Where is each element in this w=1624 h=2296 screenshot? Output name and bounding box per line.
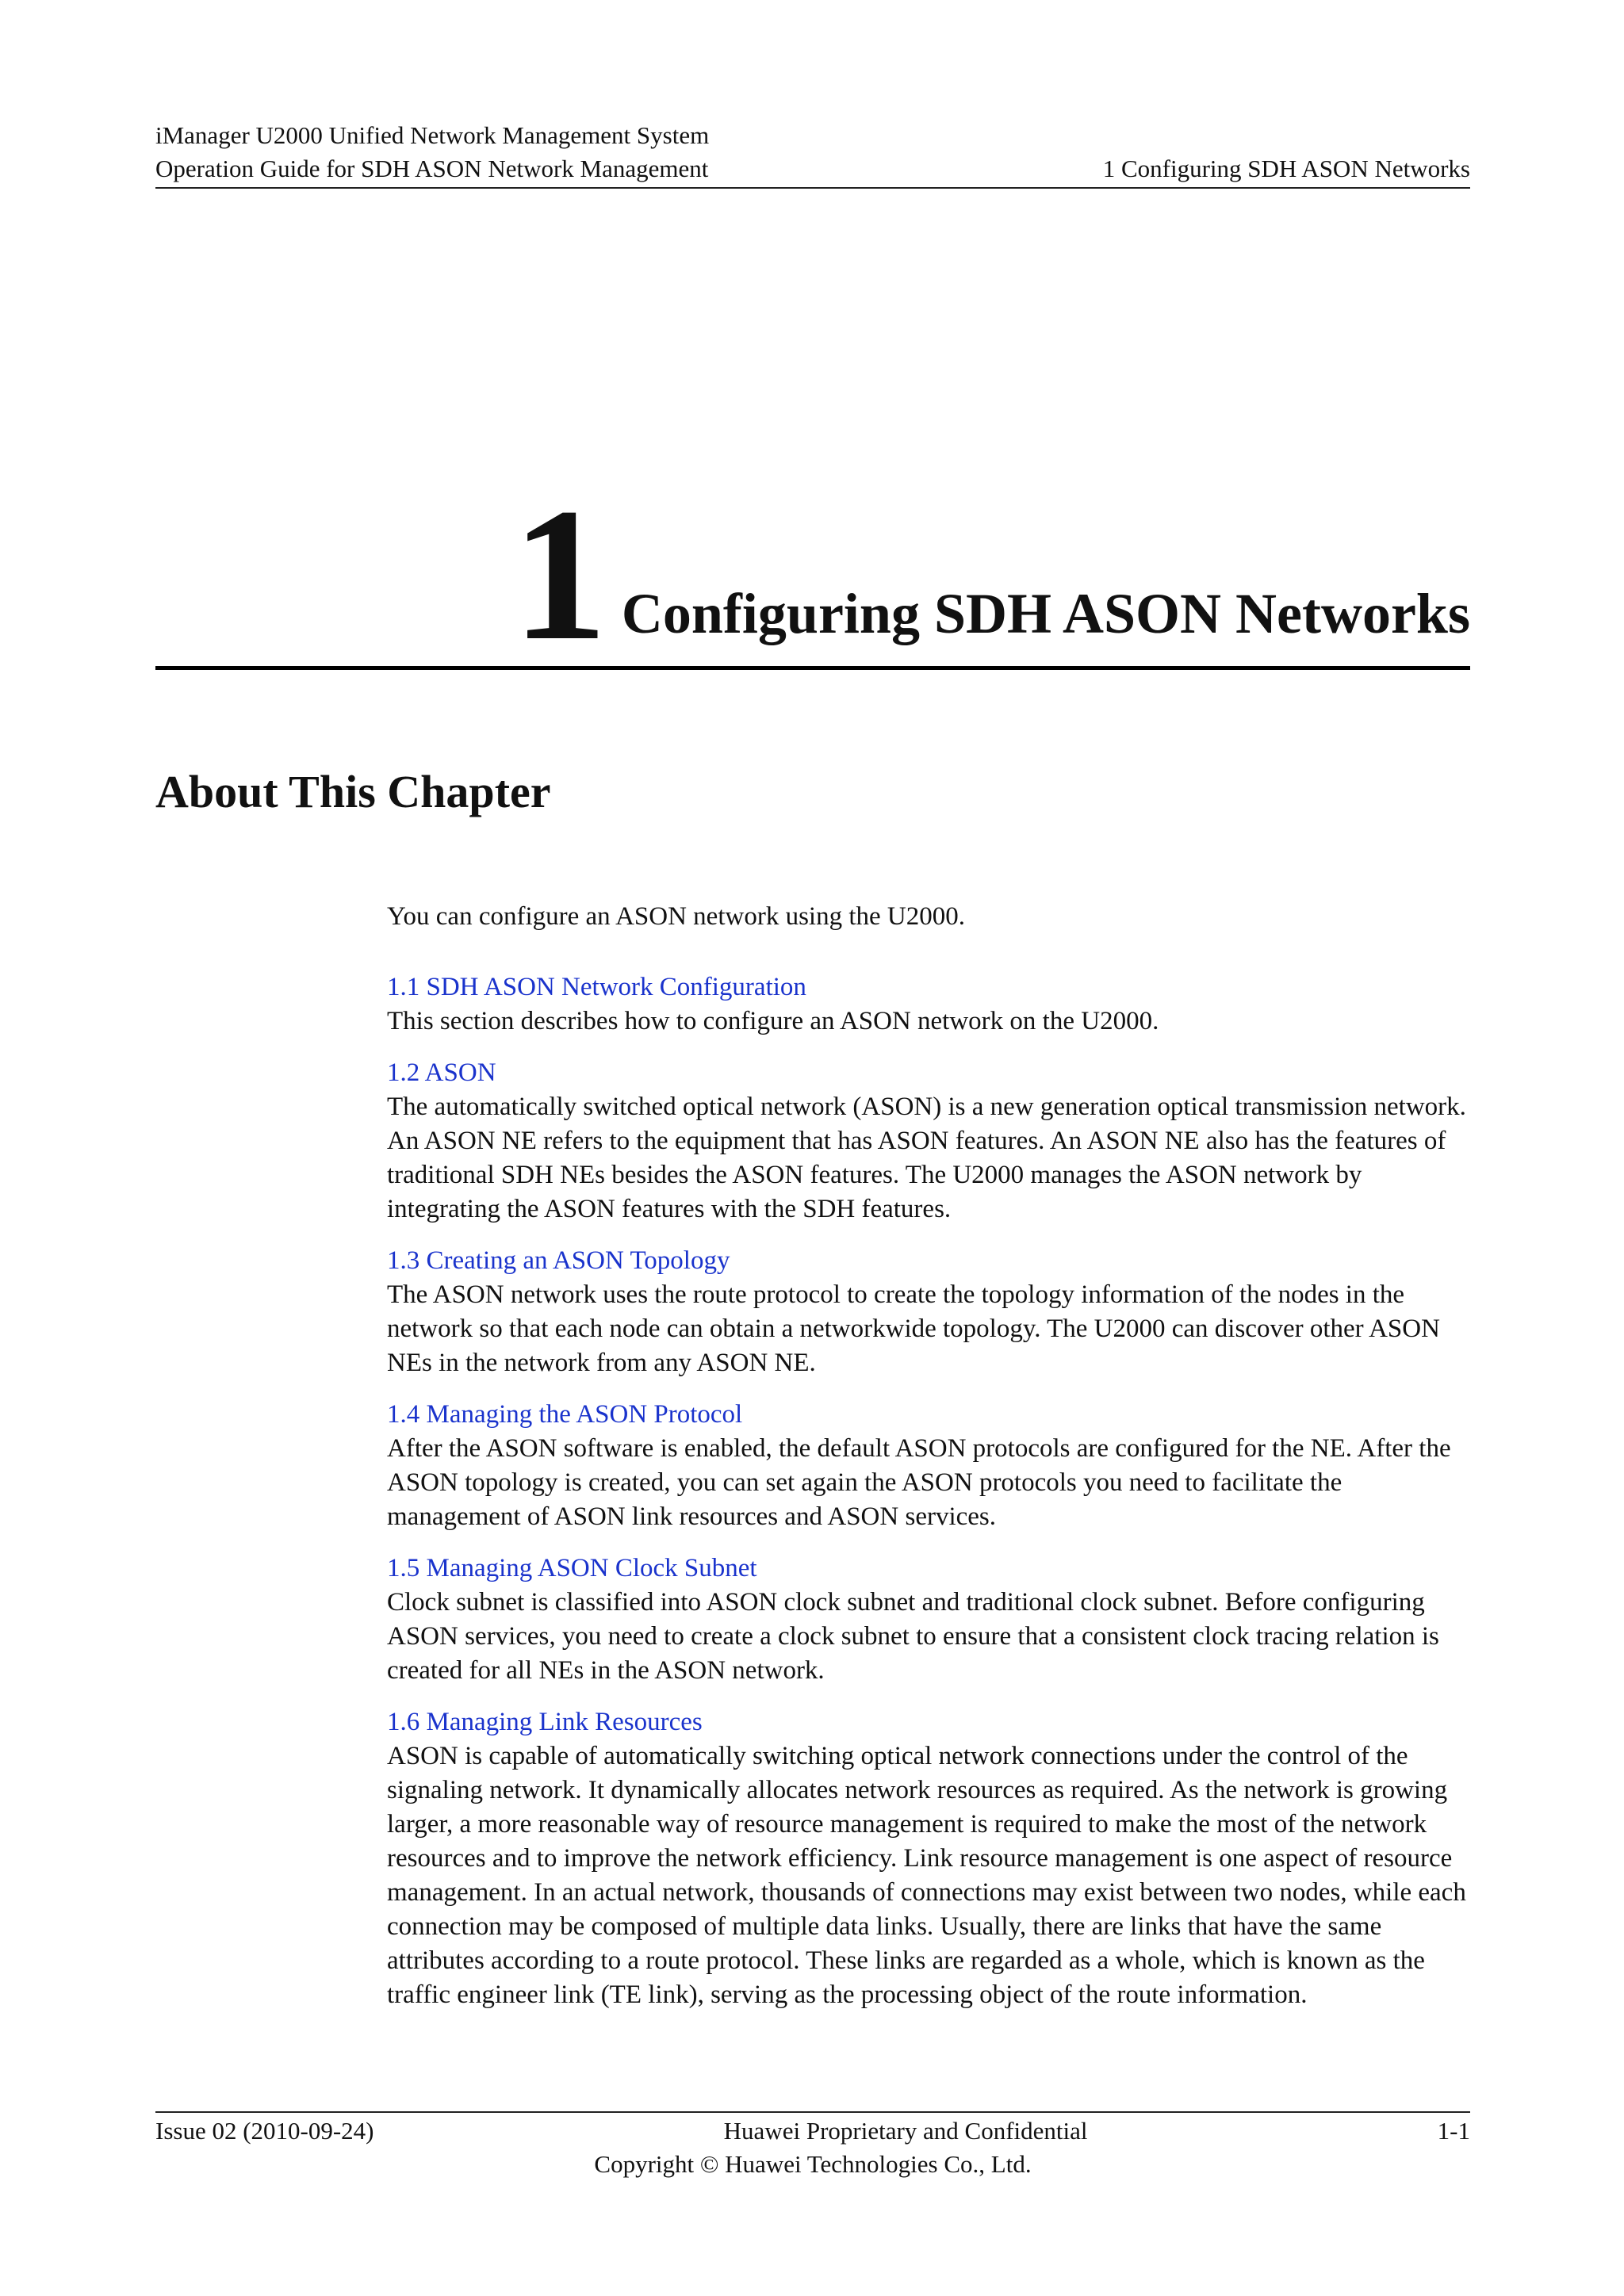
section-desc-1-1: This section describes how to configure an ASON network on the U2000. — [387, 1007, 1159, 1035]
section-link-1-4[interactable]: 1.4 Managing the ASON Protocol — [387, 1400, 743, 1429]
chapter-heading — [155, 452, 1470, 679]
header-line-2 — [155, 152, 1470, 189]
chapter-title: Configuring SDH ASON Networks — [621, 582, 1470, 645]
section-link-1-1[interactable]: 1.1 SDH ASON Network Configuration — [387, 973, 806, 1001]
chapter-content — [387, 900, 1473, 2030]
section-desc-1-3: The ASON network uses the route protocol to create the topology information of the nodes in the network so that each node can obtain a networkwide topology. The U2000 can discover other ASON NEs in the network from any ASON NE. — [387, 1280, 1440, 1377]
header-chapter-name: 1 Configuring SDH ASON Networks — [1102, 155, 1470, 182]
section-link-1-3[interactable]: 1.3 Creating an ASON Topology — [387, 1246, 730, 1275]
header-guide-name: Operation Guide for SDH ASON Network Management — [155, 155, 709, 182]
about-heading: About This Chapter — [155, 766, 551, 817]
footer-row — [155, 2114, 1470, 2148]
footer-copyright: Copyright © Huawei Technologies Co., Ltd. — [594, 2150, 1032, 2178]
chapter-title-wrap — [511, 469, 1470, 679]
section-desc-1-6: ASON is capable of automatically switching optical network connections under the control of the signaling network. It dynamically allocates network resources as required. As the network is growing larger, a more reasonable way of resource management is required to make the most of the network resources and to improve the network efficiency. Link resource management is one aspect of resource management. In an actual network, thousands of connections may exist between two nodes, while each connection may be composed of multiple data links. Usually, there are links that have the same attributes according to a route protocol. These links are regarded as a whole, which is known as the traffic engineer link (TE link), serving as the processing object of the route information. — [387, 1742, 1466, 2009]
section-link-1-5[interactable]: 1.5 Managing ASON Clock Subnet — [387, 1554, 757, 1582]
section-desc-1-5: Clock subnet is classified into ASON clock subnet and traditional clock subnet. Before configuring ASON services, you need to create a clock subnet to ensure that a consistent clock tracing relation is created for all NEs in the ASON network. — [387, 1588, 1439, 1685]
section-desc-1-4: After the ASON software is enabled, the default ASON protocols are configured for the NE. After the ASON topology is created, you can set again the ASON protocols you need to facilitate the management of ASON link resources and ASON services. — [387, 1434, 1451, 1531]
page-footer — [155, 2111, 1470, 2181]
section-item-1-2 — [387, 1056, 1473, 1226]
section-desc-1-2: The automatically switched optical network (ASON) is a new generation optical transmission network. An ASON NE refers to the equipment that has ASON features. An ASON NE also has the features of traditional SDH NEs besides the ASON features. The U2000 manages the ASON network by integrating the ASON features with the SDH features. — [387, 1093, 1466, 1223]
chapter-number: 1 — [511, 469, 607, 679]
section-link-1-2[interactable]: 1.2 ASON — [387, 1058, 496, 1087]
page-header — [155, 119, 1470, 189]
footer-page-number: 1-1 — [1437, 2117, 1470, 2145]
footer-confidential: Huawei Proprietary and Confidential — [723, 2117, 1088, 2145]
section-item-1-1 — [387, 970, 1473, 1039]
section-item-1-5 — [387, 1552, 1473, 1688]
intro-text: You can configure an ASON network using the U2000. — [387, 902, 965, 931]
header-product-name: iManager U2000 Unified Network Management System — [155, 121, 710, 149]
section-item-1-6 — [387, 1705, 1473, 2012]
section-item-1-3 — [387, 1244, 1473, 1380]
section-item-1-4 — [387, 1398, 1473, 1534]
footer-issue: Issue 02 (2010-09-24) — [155, 2117, 374, 2145]
section-link-1-6[interactable]: 1.6 Managing Link Resources — [387, 1708, 703, 1736]
